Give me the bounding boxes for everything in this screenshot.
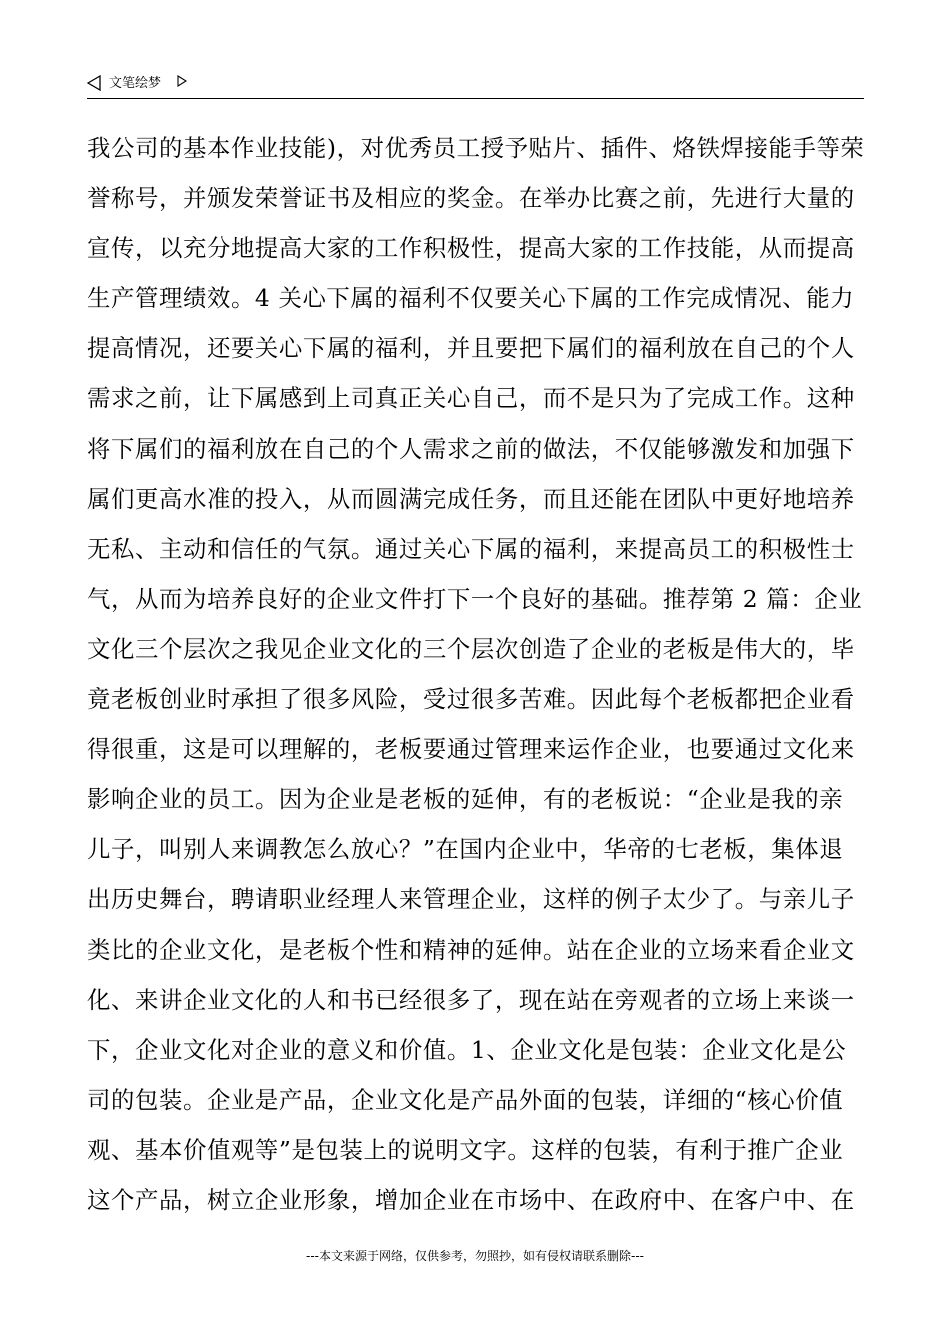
body-line: 宣传，以充分地提高大家的工作积极性，提高大家的工作技能，从而提高 xyxy=(87,234,855,263)
body-line: 气，从而为培养良好的企业文件打下一个良好的基础。推荐第 2 篇：企业 xyxy=(87,584,863,613)
body-line: 下，企业文化对企业的意义和价值。1、企业文化是包装：企业文化是公 xyxy=(87,1035,847,1064)
body-line: 提高情况，还要关心下属的福利，并且要把下属们的福利放在自己的个人 xyxy=(87,334,855,363)
body-line: 无私、主动和信任的气氛。通过关心下属的福利，来提高员工的积极性士 xyxy=(87,534,855,563)
body-line: 出历史舞台，聘请职业经理人来管理企业，这样的例子太少了。与亲儿子 xyxy=(87,885,855,914)
body-line: 观、基本价值观等”是包装上的说明文字。这样的包装，有利于推广企业 xyxy=(87,1135,844,1164)
body-line: 司的包装。企业是产品，企业文化是产品外面的包装，详细的“核心价值 xyxy=(87,1085,844,1114)
body-line: 需求之前，让下属感到上司真正关心自己，而不是只为了完成工作。这种 xyxy=(87,384,855,413)
header-title: 文笔绘梦 xyxy=(109,76,162,91)
body-line: 生产管理绩效。4 关心下属的福利不仅要关心下属的工作完成情况、能力 xyxy=(87,284,855,313)
page-footer: ---本文来源于网络，仅供参考，勿照抄，如有侵权请联系删除--- xyxy=(306,1249,644,1263)
body-line: 誉称号，并颁发荣誉证书及相应的奖金。在举办比赛之前，先进行大量的 xyxy=(87,184,855,213)
body-line: 将下属们的福利放在自己的个人需求之前的做法，不仅能够激发和加强下 xyxy=(87,434,855,463)
body-line: 得很重，这是可以理解的，老板要通过管理来运作企业，也要通过文化来 xyxy=(87,735,855,764)
body-line: 影响企业的员工。因为企业是老板的延伸，有的老板说：“企业是我的亲 xyxy=(87,785,844,814)
body-line: 儿子，叫别人来调教怎么放心？”在国内企业中，华帝的七老板，集体退 xyxy=(87,835,844,864)
body-line: 竟老板创业时承担了很多风险，受过很多苦难。因此每个老板都把企业看 xyxy=(87,685,855,714)
triangle-left-icon xyxy=(87,75,101,91)
document-body xyxy=(87,123,877,1225)
page-header xyxy=(87,72,864,99)
triangle-right-icon xyxy=(177,75,187,87)
body-line: 这个产品，树立企业形象，增加企业在市场中、在政府中、在客户中、在 xyxy=(87,1185,855,1214)
body-line: 类比的企业文化，是老板个性和精神的延伸。站在企业的立场来看企业文 xyxy=(87,935,855,964)
body-line: 化、来讲企业文化的人和书已经很多了，现在站在旁观者的立场上来谈一 xyxy=(87,985,855,1014)
body-line: 属们更高水准的投入，从而圆满完成任务，而且还能在团队中更好地培养 xyxy=(87,484,855,513)
body-line: 文化三个层次之我见企业文化的三个层次创造了企业的老板是伟大的，毕 xyxy=(87,634,855,663)
body-line: 我公司的基本作业技能)，对优秀员工授予贴片、插件、烙铁焊接能手等荣 xyxy=(87,134,865,162)
